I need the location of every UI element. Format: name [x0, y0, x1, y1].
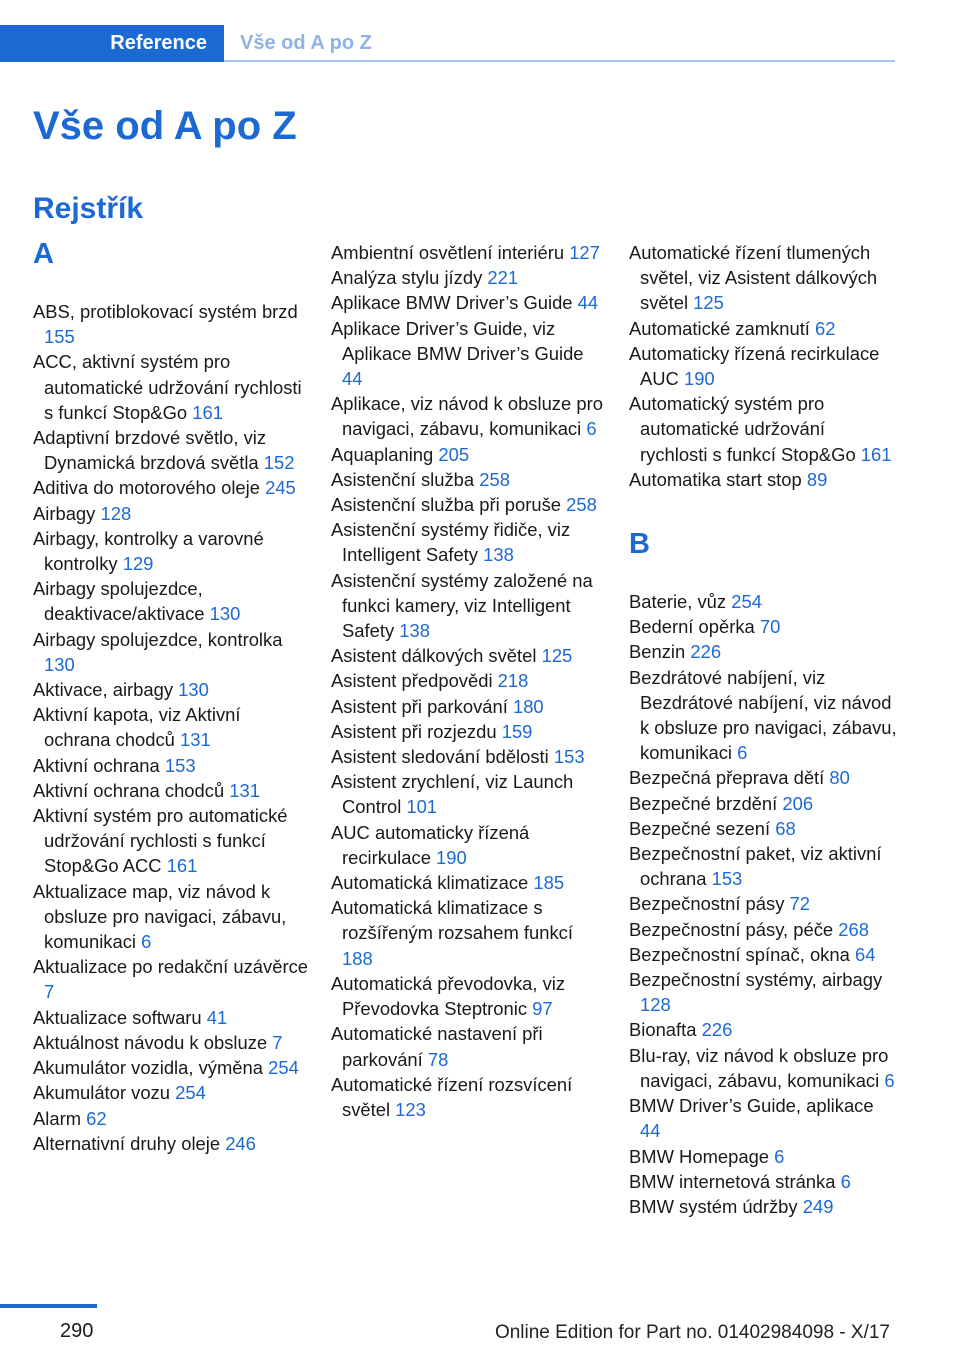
page-reference-link[interactable]: 127 [569, 242, 600, 263]
section-title: Rejstřík [33, 192, 144, 225]
index-entry-text: Airbagy, kontrolky a varovné kontrolky [33, 527, 264, 575]
page-reference-link[interactable]: 254 [731, 591, 762, 613]
index-entry-text: Automatický systém pro automatické udržování rychlosti s funkcí Stop&Go [629, 393, 856, 465]
index-entry-text: BMW internetová stránka [629, 1170, 836, 1192]
index-entry [33, 803, 308, 879]
page-reference-link[interactable]: 89 [806, 468, 828, 490]
page-reference-link[interactable]: 258 [566, 494, 597, 516]
index-entry [629, 391, 897, 467]
page-reference-link[interactable]: 7 [44, 981, 55, 1003]
page-reference-link[interactable]: 6 [737, 742, 748, 764]
page-reference-link[interactable]: 44 [342, 368, 363, 390]
page-reference-link[interactable]: 6 [586, 418, 597, 440]
index-entry-text: Airbagy spolujezdce, deaktivace/aktivace [33, 578, 205, 625]
index-entry [33, 1005, 308, 1030]
page-reference-link[interactable]: 188 [342, 947, 373, 969]
page-reference-link[interactable]: 131 [180, 729, 211, 751]
index-letter-heading: A [33, 238, 54, 270]
page-title: Vše od A po Z [33, 104, 297, 148]
page-reference-link[interactable]: 6 [774, 1145, 785, 1167]
index-entry-text: Aquaplaning [331, 443, 434, 465]
index-entry-text: Automatické nastavení při parkování [331, 1023, 543, 1070]
index-entry [33, 677, 308, 702]
index-entry [33, 1131, 308, 1156]
index-entry-text: Bionafta [629, 1019, 697, 1041]
index-entry [331, 668, 606, 693]
index-entry [33, 1106, 308, 1131]
page-reference-link[interactable]: 123 [395, 1098, 426, 1120]
index-entry-text: Akumulátor vozu [33, 1082, 170, 1104]
index-entry-text: Baterie, vůz [629, 591, 727, 613]
index-entry-text: Aktivní ochrana [33, 754, 160, 776]
index-entry-text: Bezpečnostní systémy, airbagy [629, 969, 883, 991]
index-entry [33, 425, 308, 475]
index-entry [629, 917, 897, 942]
page-reference-link[interactable]: 130 [209, 603, 241, 625]
index-entry [629, 1194, 897, 1219]
index-entry-text: Aktualizace softwaru [33, 1006, 202, 1028]
page-reference-link[interactable]: 44 [577, 292, 599, 314]
index-entry [629, 942, 897, 967]
index-entry-text: BMW Homepage [629, 1145, 770, 1167]
index-entry [629, 665, 897, 766]
page-reference-link[interactable]: 268 [838, 918, 869, 940]
index-entry-text: Analýza stylu jízdy [331, 267, 483, 289]
index-entry [331, 1072, 606, 1122]
page-reference-link[interactable]: 254 [268, 1057, 299, 1079]
page-header [0, 22, 895, 62]
page-reference-link[interactable]: 128 [100, 502, 132, 524]
index-entry-text: Aplikace BMW Driver’s Guide [331, 292, 573, 314]
index-entry-text: Bezdrátové nabíjení, viz Bezdrátové nabíjení, viz návod k obsluze pro navigaci, zábavu, komunikaci [629, 666, 897, 764]
page-reference-link[interactable]: 161 [192, 401, 223, 423]
page-reference-link[interactable]: 97 [532, 998, 553, 1020]
index-entry [33, 299, 308, 349]
index-entry-text: Automatická převodovka, viz Převodovka Steptronic [331, 972, 566, 1020]
index-entry [629, 765, 897, 790]
index-entry-text: Bezpečné brzdění [629, 792, 778, 814]
index-entry-text: ACC, aktivní systém pro automatické udržování rychlosti s funkcí Stop&Go [33, 351, 302, 423]
page-reference-link[interactable]: 78 [427, 1048, 449, 1070]
index-entry [331, 517, 606, 567]
index-entry [33, 627, 308, 677]
index-entry [33, 526, 308, 576]
index-entry [331, 568, 606, 644]
index-entry-text: Bezpečnostní pásy [629, 893, 785, 915]
index-entry-text: Aktivní kapota, viz Aktivní ochrana chodců [33, 704, 241, 751]
page-reference-link[interactable]: 153 [553, 746, 585, 768]
index-entry [629, 841, 897, 891]
index-entry-text: Airbagy spolujezdce, kontrolka [33, 628, 283, 650]
index-entry-text: Asistenční systémy řidiče, viz Intelligent Safety [331, 519, 571, 566]
page-reference-link[interactable]: 6 [840, 1170, 851, 1192]
index-entry-text: Automatická klimatizace [331, 872, 529, 894]
index-entry [33, 475, 308, 500]
index-entry [331, 316, 606, 392]
page-reference-link[interactable]: 6 [884, 1069, 895, 1091]
index-entry [629, 1043, 897, 1093]
index-entry-text: Aktuálnost návodu k obsluze [33, 1031, 268, 1053]
index-entry-text: Aktivní ochrana chodců [33, 779, 225, 801]
index-entry-text: BMW systém údržby [629, 1195, 798, 1217]
index-entry-text: Asistent sledování bdělosti [331, 746, 549, 768]
page-reference-link[interactable]: 62 [815, 317, 836, 339]
page-reference-link[interactable]: 68 [775, 817, 796, 839]
page-reference-link[interactable]: 101 [406, 796, 438, 818]
index-entry-text: Aktivní systém pro automatické udržování rychlosti s funkcí Stop&Go ACC [33, 805, 288, 877]
index-column-2 [331, 240, 606, 1122]
page-reference-link[interactable]: 218 [497, 670, 529, 692]
index-entry-text: Asistent při rozjezdu [331, 720, 497, 742]
index-entry-text: Asistenční služba při poruše [331, 494, 561, 516]
index-entry-text: Automaticky řízená recirkulace AUC [629, 342, 880, 390]
index-entry [331, 694, 606, 719]
page-reference-link[interactable]: 190 [683, 368, 715, 390]
page-reference-link[interactable]: 64 [854, 943, 876, 965]
index-entry [33, 501, 308, 526]
index-entry-text: Benzin [629, 641, 686, 663]
index-entry-text: Akumulátor vozidla, výměna [33, 1057, 263, 1079]
index-entry-text: Aditiva do motorového oleje [33, 477, 260, 499]
page-reference-link[interactable]: 131 [229, 779, 260, 801]
index-entry [331, 467, 606, 492]
index-entry [331, 870, 606, 895]
index-entry [629, 467, 897, 492]
index-entry [629, 891, 897, 916]
index-entry [33, 778, 308, 803]
index-column-1 [33, 240, 308, 1156]
page-reference-link[interactable]: 125 [541, 645, 573, 667]
page-reference-link[interactable]: 129 [122, 553, 154, 575]
index-entry-text: Bezpečné sezení [629, 817, 771, 839]
page-reference-link[interactable]: 130 [178, 679, 209, 701]
index-entry-text: Ambientní osvětlení interiéru [331, 242, 565, 263]
index-entry [629, 341, 897, 391]
index-entry [33, 702, 308, 752]
page-reference-link[interactable]: 254 [175, 1082, 206, 1104]
index-entry-text: Alarm [33, 1107, 82, 1129]
index-entry-text: Automatické řízení tlumených světel, viz Asistent dálkových světel [629, 242, 878, 314]
index-entry [629, 589, 897, 614]
index-entry [629, 316, 897, 341]
index-entry [331, 769, 606, 819]
index-entry [331, 391, 606, 441]
index-entry [331, 240, 606, 265]
index-entry [629, 791, 897, 816]
index-entry [331, 290, 606, 315]
index-entry-text: Bezpečnostní spínač, okna [629, 943, 850, 965]
index-entry [33, 879, 308, 955]
page-reference-link[interactable]: 246 [225, 1132, 256, 1154]
index-entry [33, 576, 308, 626]
index-entry-text: Asistenční systémy založené na funkci kamery, viz Intelligent Safety [331, 569, 593, 642]
index-entry-text: Asistenční služba [331, 468, 475, 490]
page-reference-link[interactable]: 155 [44, 326, 75, 348]
page-reference-link[interactable]: 44 [640, 1120, 661, 1142]
page-number: 290 [60, 1320, 94, 1342]
page-reference-link[interactable]: 245 [265, 477, 296, 499]
page-reference-link[interactable]: 7 [272, 1031, 283, 1053]
index-entry-text: ABS, protiblokovací systém brzd [33, 301, 298, 322]
index-letter-heading: B [629, 528, 650, 561]
index-entry [33, 349, 308, 425]
index-entry [331, 719, 606, 744]
index-entry [331, 643, 606, 668]
page-reference-link[interactable]: 62 [86, 1107, 107, 1129]
page-reference-link[interactable]: 72 [789, 893, 810, 915]
page-reference-link[interactable]: 258 [479, 468, 510, 490]
page-reference-link[interactable]: 153 [164, 754, 196, 776]
index-entry [629, 816, 897, 841]
header-divider [224, 60, 895, 62]
index-entry-text: Aplikace, viz návod k obsluze pro navigaci, zábavu, komunikaci [331, 393, 603, 440]
page-reference-link[interactable]: 226 [690, 641, 722, 663]
index-entry [629, 1144, 897, 1169]
index-entry-text: Bezpečná přeprava dětí [629, 767, 825, 789]
page-reference-link[interactable]: 180 [512, 695, 544, 717]
page-reference-link[interactable]: 6 [141, 931, 152, 953]
page-reference-link[interactable]: 138 [399, 620, 430, 642]
footer-accent-bar [0, 1304, 97, 1308]
page-reference-link[interactable]: 221 [487, 267, 519, 289]
index-entry [33, 1030, 308, 1055]
index-entry [331, 265, 606, 290]
index-entry-text: BMW Driver’s Guide, aplikace [629, 1095, 874, 1117]
index-entry-text: Asistent dálkových světel [331, 645, 537, 667]
page-reference-link[interactable]: 185 [533, 872, 565, 894]
index-entry-text: Automatická klimatizace s rozšířeným rozsahem funkcí [331, 897, 573, 944]
page-reference-link[interactable]: 161 [166, 855, 198, 877]
index-entry [331, 820, 606, 870]
page-reference-link[interactable]: 226 [701, 1019, 733, 1041]
page-reference-link[interactable]: 249 [802, 1195, 834, 1217]
page-reference-link[interactable]: 128 [640, 994, 671, 1016]
page-reference-link[interactable]: 130 [44, 653, 75, 675]
index-entry [331, 895, 606, 971]
page-reference-link[interactable]: 138 [483, 544, 514, 566]
index-entry-text: Bezpečnostní paket, viz aktivní ochrana [629, 843, 882, 890]
index-entry [331, 492, 606, 517]
index-entry [629, 967, 897, 1017]
index-entry [33, 1055, 308, 1080]
index-entry [629, 639, 897, 664]
tab-reference-label: Reference [110, 32, 207, 54]
index-entry [33, 954, 308, 1004]
index-entry-text: Aktualizace map, viz návod k obsluze pro navigaci, zábavu, komunikaci [33, 880, 287, 953]
page-reference-link[interactable]: 70 [759, 616, 781, 638]
index-entry-text: Adaptivní brzdové světlo, viz Dynamická brzdová světla [33, 427, 267, 474]
index-entry [331, 744, 606, 769]
index-entry [629, 240, 897, 316]
index-entry-text: Blu-ray, viz návod k obsluze pro navigaci, zábavu, komunikaci [629, 1044, 889, 1091]
index-entry-text: Aplikace Driver’s Guide, viz Aplikace BMW Driver’s Guide [331, 317, 584, 364]
index-column-3 [629, 240, 897, 1219]
index-entry-text: Automatické zamknutí [629, 317, 810, 339]
index-entry-text: Automatika start stop [629, 468, 802, 490]
tab-a-to-z[interactable]: Vše od A po Z [240, 32, 372, 54]
index-entry [629, 1093, 897, 1143]
index-entry [331, 442, 606, 467]
index-entry [33, 1080, 308, 1105]
index-entry-text: Alternativní druhy oleje [33, 1132, 221, 1154]
index-entry [33, 753, 308, 778]
index-entry-text: Bederní opěrka [629, 616, 755, 638]
page-reference-link[interactable]: 161 [860, 443, 892, 465]
footer-edition-text: Online Edition for Part no. 01402984098 - X/17 [494, 1322, 890, 1343]
page-reference-link[interactable]: 205 [438, 443, 470, 465]
index-entry-text: Bezpečnostní pásy, péče [629, 918, 834, 940]
index-entry [629, 1169, 897, 1194]
page-reference-link[interactable]: 153 [711, 868, 743, 890]
page-reference-link[interactable]: 190 [436, 846, 467, 868]
index-entry [331, 971, 606, 1021]
index-entry-text: Asistent zrychlení, viz Launch Control [331, 771, 574, 818]
index-entry-text: Asistent předpovědi [331, 670, 493, 692]
page-reference-link[interactable]: 125 [693, 292, 724, 314]
index-entry-text: Aktivace, airbagy [33, 679, 174, 701]
index-entry [629, 614, 897, 639]
index-entry-text: Airbagy [33, 502, 96, 524]
index-entry-text: AUC automaticky řízená recirkulace [331, 821, 530, 868]
tab-reference[interactable] [0, 25, 224, 62]
page-reference-link[interactable]: 159 [501, 720, 533, 742]
page-reference-link[interactable]: 80 [829, 767, 850, 789]
index-entry [331, 1021, 606, 1071]
page-reference-link[interactable]: 152 [263, 452, 295, 474]
index-entry [629, 1017, 897, 1042]
index-entry-text: Asistent při parkování [331, 695, 508, 717]
index-entry-text: Aktualizace po redakční uzávěrce [33, 956, 308, 978]
page-reference-link[interactable]: 206 [782, 792, 814, 814]
page-reference-link[interactable]: 41 [206, 1006, 228, 1028]
index-entry-text: Automatické řízení rozsvícení světel [331, 1073, 573, 1120]
